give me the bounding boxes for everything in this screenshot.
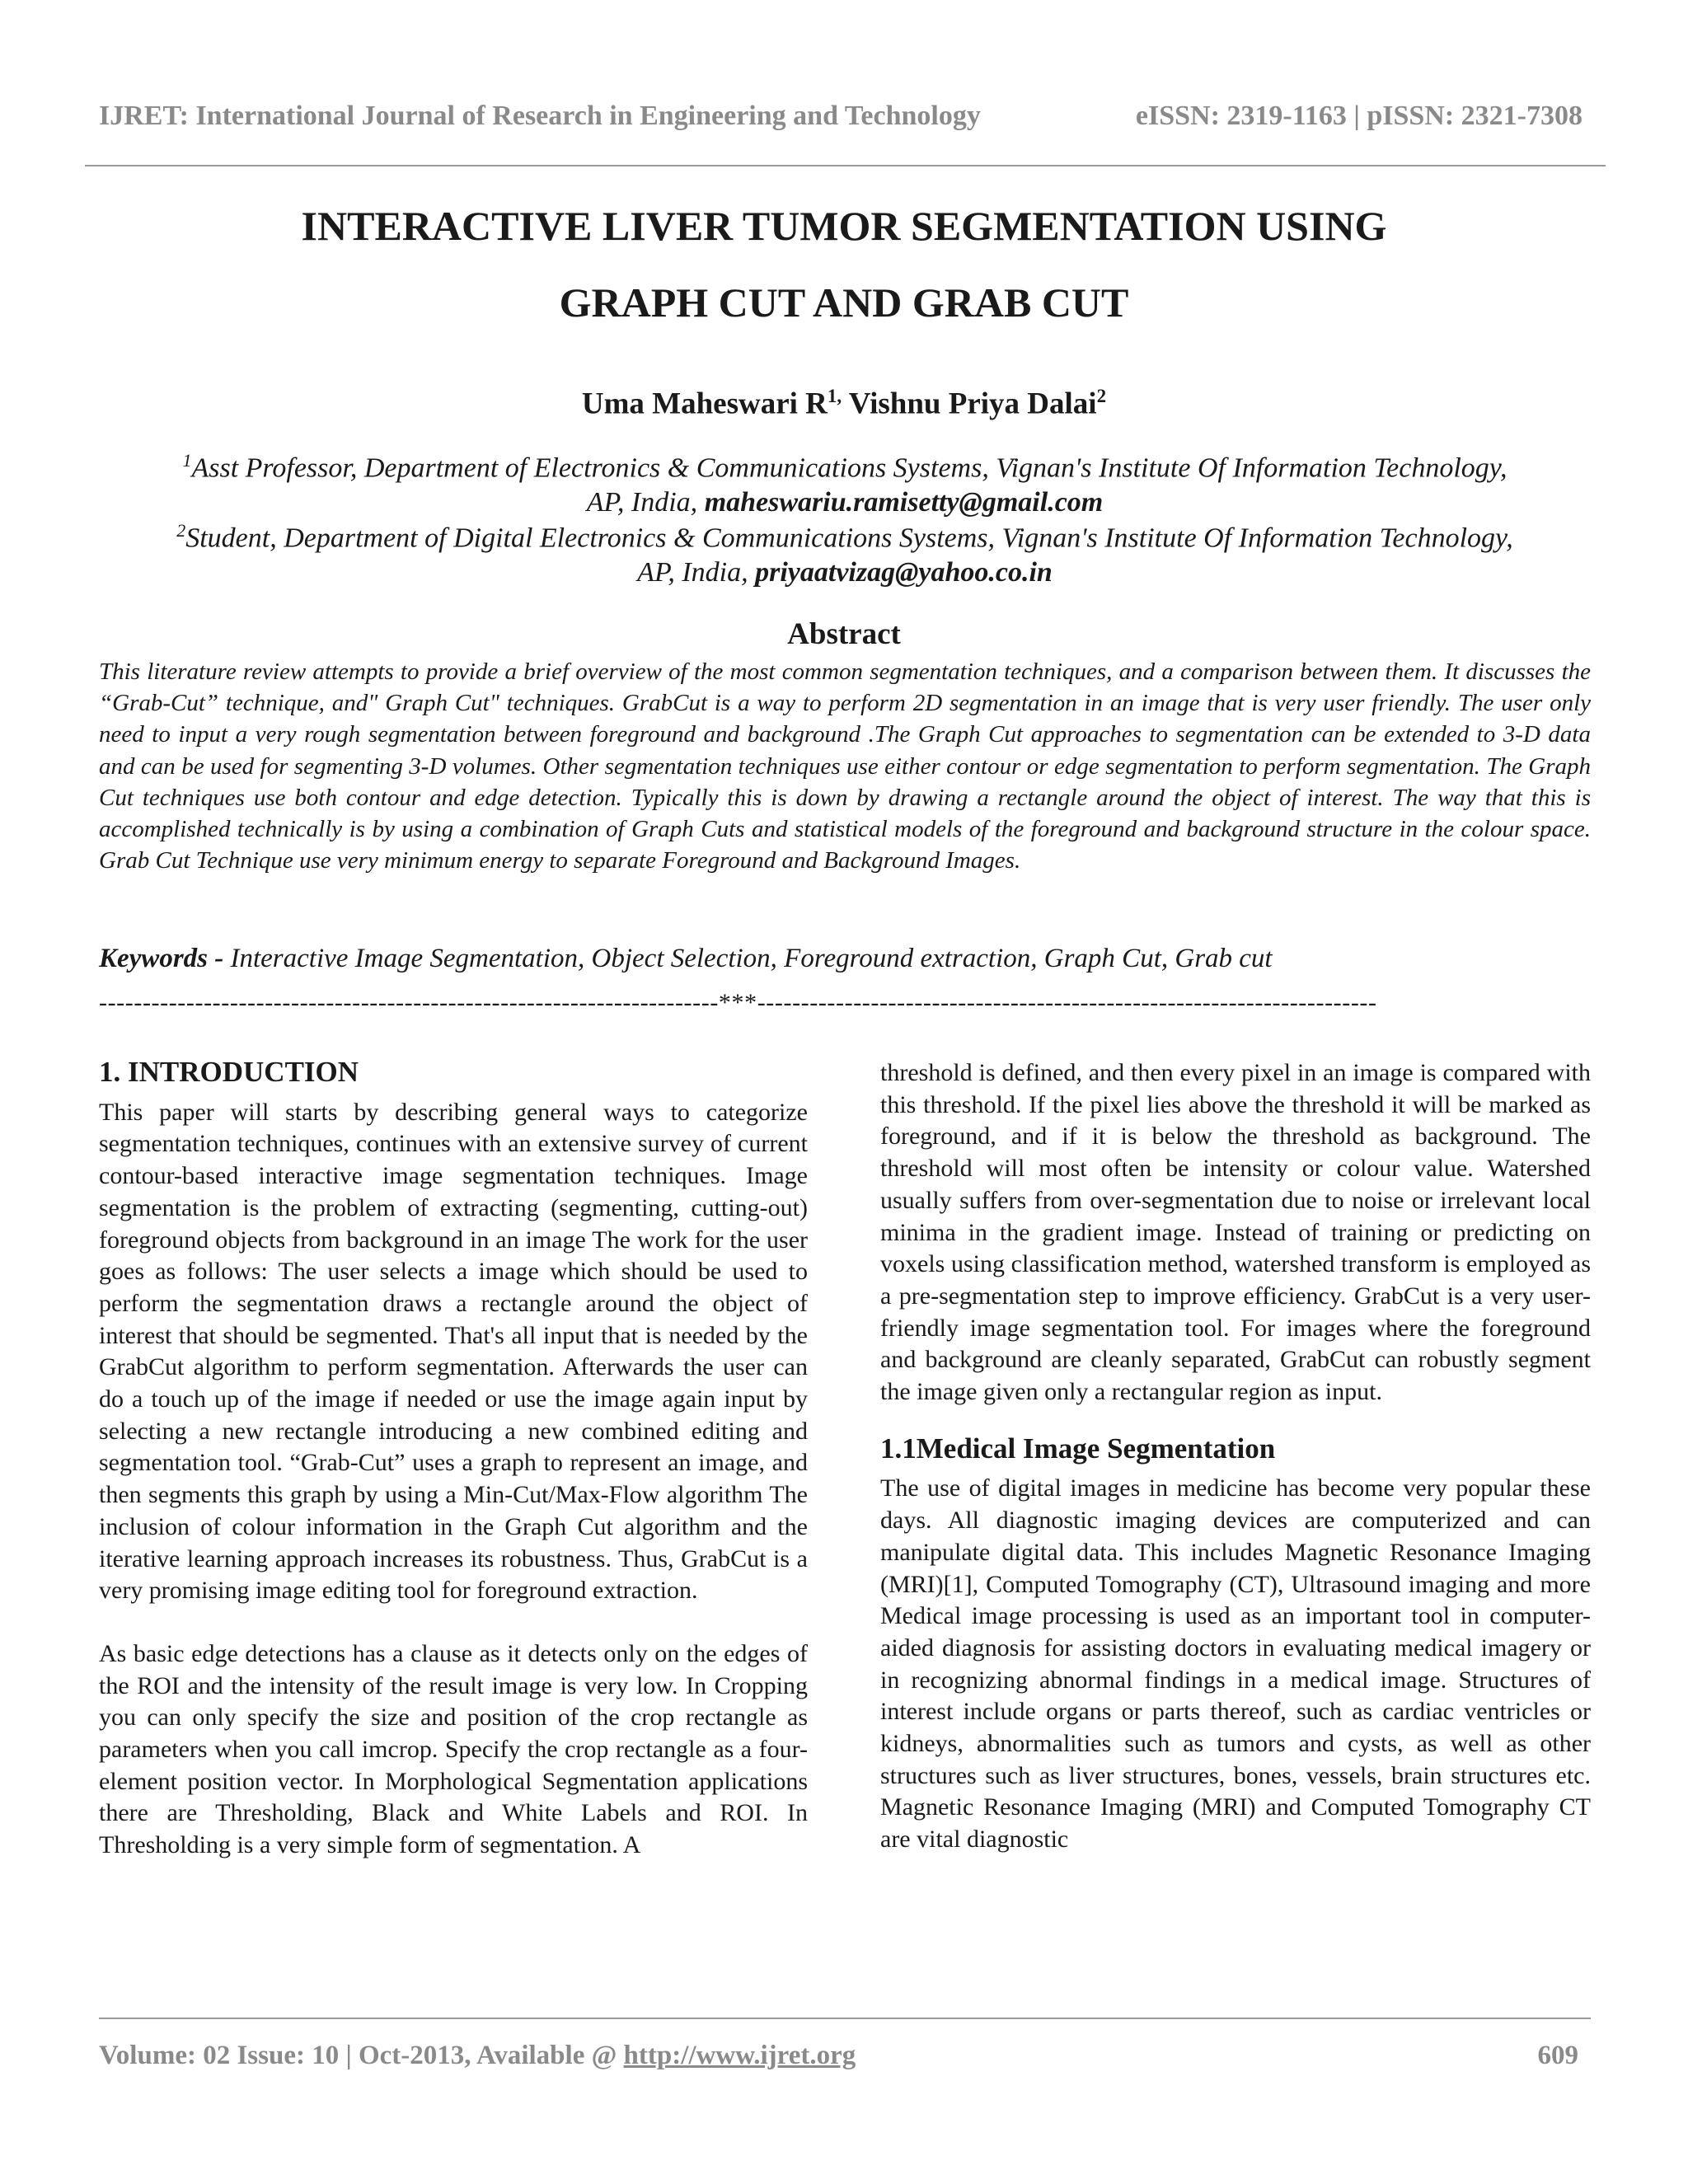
affiliation-2-location: AP, India, (637, 557, 756, 588)
medical-segmentation-heading: 1.1Medical Image Segmentation (880, 1432, 1276, 1465)
paper-title-line-2: GRAPH CUT AND GRAB CUT (559, 279, 1129, 326)
affiliation-1-mark: 1 (182, 450, 192, 471)
medical-segmentation-paragraph: The use of digital images in medicine has become very popular these days. All diagnostic imaging devices are computerized and can manipulate digital data. This includes Magnetic Resonance Imaging (MRI)[1], Computed Tomography (CT), Ultrasound imaging and more Medical image processing is used as an important tool in computer-aided diagnosis for assisting doctors in evaluating medical imagery or in recognizing abnormal findings in a medical image. Structures of interest include organs or parts thereof, such as cardiac ventricles or kidneys, abnormalities such as tumors and cysts, as well as other structures such as liver structures, bones, vessels, brain structures etc. Magnetic Resonance Imaging (MRI) and Computed Tomography CT are vital diagnostic (880, 1474, 1591, 1854)
footer-volume: Volume: 02 Issue: 10 | Oct-2013, Available @ (99, 2041, 624, 2070)
thresholding-paragraph: threshold is defined, and then every pixel in an image is compared with this threshold. If the pixel lies above the threshold it will be marked as foreground, and if it is below the threshold as background. The threshold will most often be intensity or colour value. Watershed usually suffers from over-segmentation due to noise or irrelevant local minima in the gradient image. Instead of training or predicting on voxels using classification method, watershed transform is employed as a pre-segmentation step to improve efficiency. GrabCut is a very user-friendly image segmentation tool. For images where the foreground and background are cleanly separated, GrabCut can robustly segment the image given only a rectangular region as input. (880, 1059, 1591, 1406)
affiliation-1-email[interactable]: maheswariu.ramisetty@gmail.com (704, 487, 1104, 518)
header-rule (85, 165, 1606, 166)
keywords-label: Keywords - (99, 944, 231, 973)
left-column (99, 1057, 808, 1862)
paper-title-line-1: INTERACTIVE LIVER TUMOR SEGMENTATION USING (301, 203, 1387, 249)
affiliation-1 (99, 443, 1591, 520)
right-column (880, 1057, 1591, 1856)
issn-info: eISSN: 2319-1163 | pISSN: 2321-7308 (1135, 101, 1582, 131)
abstract-text: This literature review attempts to provide a brief overview of the most common segmentation techniques, and a comparison between them. It discusses the “Grab-Cut” technique, and" Graph Cut" techniques. GrabCut is a way to perform 2D segmentation in an image that is very user friendly. The user only need to input a very rough segmentation between foreground and background .The Graph Cut approaches to segmentation can be extended to 3-D data and can be used for segmenting 3-D volumes. Other segmentation techniques use either contour or edge segmentation to perform segmentation. The Graph Cut techniques use both contour and edge detection. Typically this is down by drawing a rectangle around the object of interest. The way that this is accomplished technically is by using a combination of Graph Cuts and statistical models of the foreground and background structure in the colour space. Grab Cut Technique use very minimum energy to separate Foreground and Background Images. (99, 658, 1591, 874)
page-number: 609 (1537, 2041, 1578, 2070)
author-line (0, 386, 1688, 421)
affiliation-1-location: AP, India, (586, 487, 705, 518)
affiliation-2-email[interactable]: priyaatvizag@yahoo.co.in (755, 557, 1053, 588)
introduction-paragraph-2: As basic edge detections has a clause as it detects only on the edges of the ROI and the intensity of the result image is very low. In Cropping you can only specify the size and position of the crop rectangle as parameters when you call imcrop. Specify the crop rectangle as a four-element position vector. In Morphological Segmentation applications there are Thresholding, Black and White Labels and ROI. In Thresholding is a very simple form of segmentation. A (99, 1639, 808, 1859)
affiliation-2 (99, 513, 1591, 590)
running-header (99, 101, 1591, 132)
affiliation-2-mark: 2 (176, 520, 186, 541)
author-2-mark: 2 (1096, 386, 1107, 406)
author-2: Vishnu Priya Dalai (842, 387, 1097, 421)
abstract-heading: Abstract (787, 617, 901, 651)
keywords-text: Interactive Image Segmentation, Object Selection, Foreground extraction, Graph Cut, Grab cut (230, 944, 1273, 973)
journal-url-link[interactable]: http://www.ijret.org (623, 2041, 856, 2070)
section-divider: -----------------------------------------------------------------------***----------------------------------------------------------------------- (99, 989, 1377, 1016)
author-1-mark: 1, (827, 386, 842, 406)
journal-name: IJRET: International Journal of Research in Engineering and Technology (99, 101, 981, 131)
affiliation-2-line1: Student, Department of Digital Electronics & Communications Systems, Vignan's Institute Of Information Technology, (185, 523, 1513, 554)
affiliation-1-line1: Asst Professor, Department of Electronics & Communications Systems, Vignan's Institute Of Information Technology, (191, 452, 1507, 484)
page-footer (99, 2041, 1591, 2071)
introduction-heading: 1. INTRODUCTION (99, 1056, 359, 1088)
keywords (99, 944, 1591, 974)
footer-rule (99, 2018, 1591, 2019)
author-1: Uma Maheswari R (581, 387, 828, 421)
introduction-paragraph-1: This paper will starts by describing general ways to categorize segmentation techniques, continues with an extensive survey of current contour-based interactive image segmentation techniques. Image segmentation is the problem of extracting (segmenting, cutting-out) foreground objects from background in an image The work for the user goes as follows: The user selects a image which should be used to perform the segmentation draws a rectangle around the object of interest that should be segmented. That's all input that is needed by the GrabCut algorithm to perform segmentation. Afterwards the user can do a touch up of the image if needed or use the image again input by selecting a new rectangle introducing a new combined editing and segmentation tool. “Grab-Cut” uses a graph to represent an image, and then segments this graph by using a Min-Cut/Max-Flow algorithm The inclusion of colour information in the Graph Cut algorithm and the iterative learning approach increases its robustness. Thus, GrabCut is a very promising image editing tool for foreground extraction. (99, 1098, 808, 1605)
